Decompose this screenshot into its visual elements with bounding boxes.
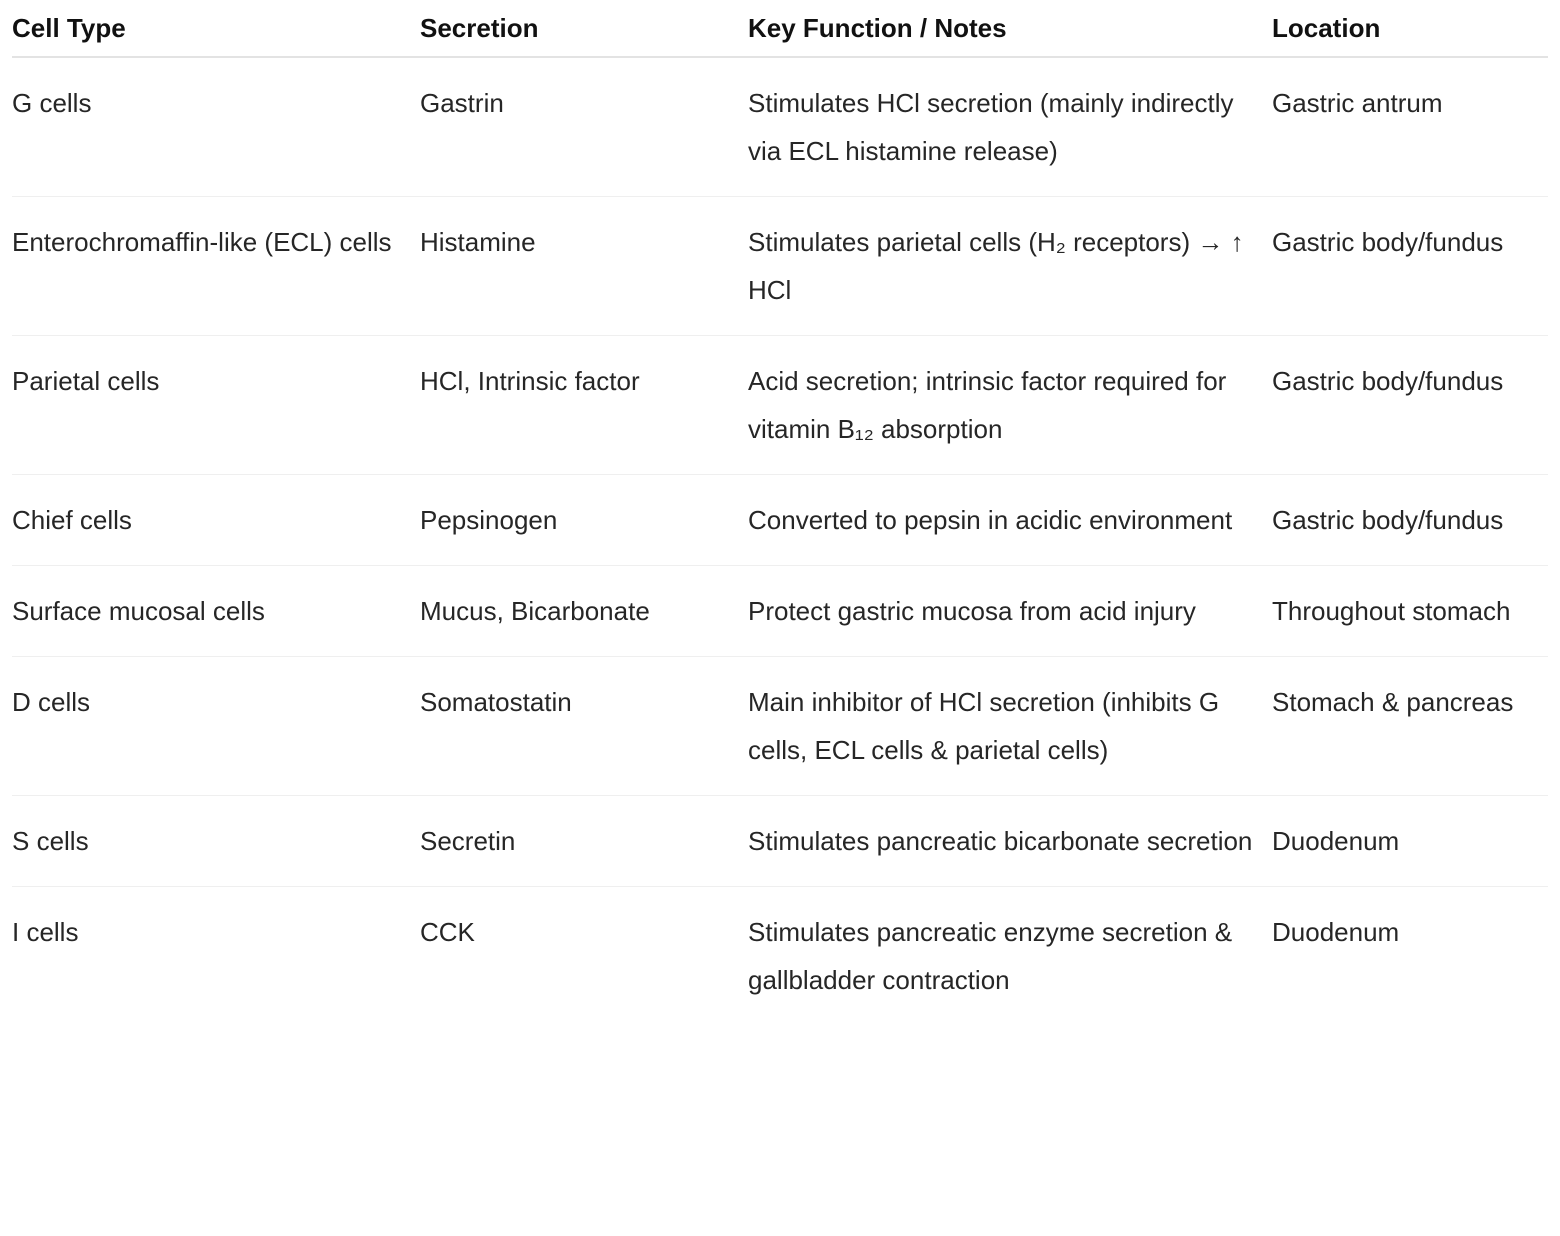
key-function: Stimulates pancreatic enzyme secretion & gallbladder contraction (748, 917, 1233, 995)
table-header-row (12, 0, 1548, 57)
header-secretion: Secretion (420, 0, 748, 57)
key-function: Converted to pepsin in acidic environment (748, 475, 1272, 566)
key-function: Acid secretion; intrinsic factor required for vitamin B₁₂ absorption (748, 336, 1272, 475)
cell-type: Enterochromaffin-like (ECL) cells (12, 197, 420, 336)
key-function: Stimulates pancreatic bicarbonate secretion (748, 796, 1272, 887)
cell-type: I cells (12, 917, 79, 947)
header-cell-type: Cell Type (12, 0, 420, 57)
table-row (12, 336, 1548, 475)
table-row (12, 197, 1548, 336)
cell-secretion-table (12, 0, 1548, 1025)
table-row (12, 475, 1548, 566)
cell-type: S cells (12, 796, 420, 887)
table-row (12, 57, 1548, 197)
secretion: CCK (420, 917, 475, 947)
location: Gastric body/fundus (1272, 197, 1548, 336)
secretion: Histamine (420, 197, 748, 336)
secretion: Mucus, Bicarbonate (420, 566, 748, 657)
location: Duodenum (1272, 917, 1400, 947)
table-row (12, 566, 1548, 657)
table-row (12, 796, 1548, 887)
table-row (12, 657, 1548, 796)
key-function: Protect gastric mucosa from acid injury (748, 566, 1272, 657)
key-function: Stimulates HCl secretion (mainly indirectly via ECL histamine release) (748, 57, 1272, 197)
table-row (12, 887, 1548, 1026)
header-location: Location (1272, 0, 1548, 57)
secretion: Secretin (420, 796, 748, 887)
location: Gastric body/fundus (1272, 475, 1548, 566)
cell-type: Surface mucosal cells (12, 566, 420, 657)
cell-secretion-table-container (12, 0, 1548, 1025)
location: Duodenum (1272, 796, 1548, 887)
location: Throughout stomach (1272, 566, 1548, 657)
key-function: Stimulates parietal cells (H₂ receptors) → ↑ HCl (748, 197, 1272, 336)
cell-type: D cells (12, 657, 420, 796)
location: Gastric body/fundus (1272, 336, 1548, 475)
secretion: Gastrin (420, 57, 748, 197)
location: Gastric antrum (1272, 57, 1548, 197)
cell-type: Parietal cells (12, 336, 420, 475)
secretion: Pepsinogen (420, 475, 748, 566)
cell-type: Chief cells (12, 475, 420, 566)
cell-type: G cells (12, 57, 420, 197)
location: Stomach & pancreas (1272, 657, 1548, 796)
secretion: Somatostatin (420, 657, 748, 796)
secretion: HCl, Intrinsic factor (420, 336, 748, 475)
key-function: Main inhibitor of HCl secretion (inhibits G cells, ECL cells & parietal cells) (748, 657, 1272, 796)
header-key-function: Key Function / Notes (748, 0, 1272, 57)
